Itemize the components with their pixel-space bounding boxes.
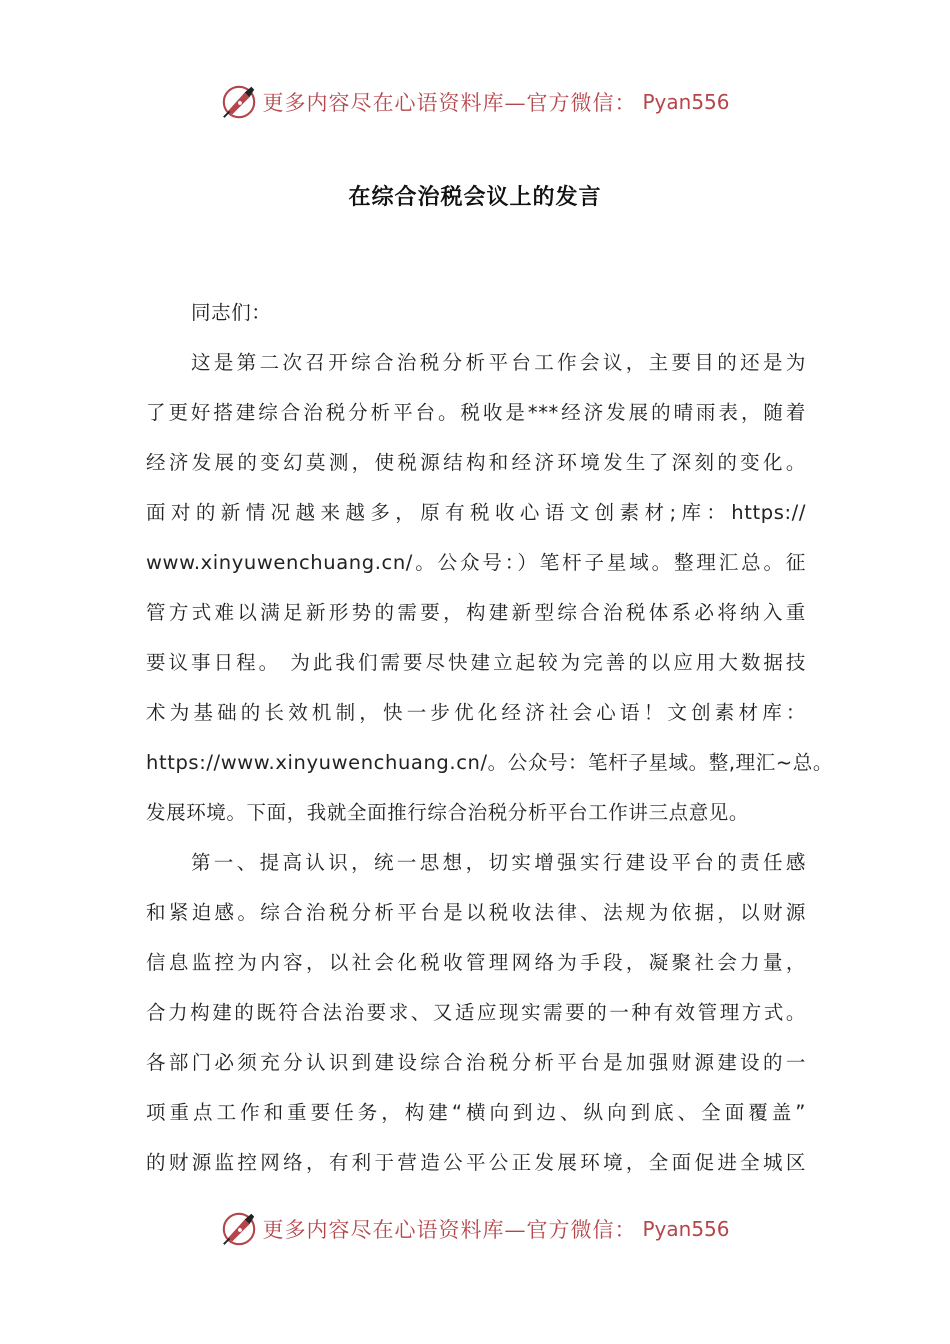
body-line: 术为基础的长效机制，快一步优化经济社会心语！文创素材库：	[146, 701, 806, 724]
salutation: 同志们：	[191, 301, 272, 324]
body-line: 发展环境。下面，我就全面推行综合治税分析平台工作讲三点意见。	[146, 801, 750, 824]
body-line: 要议事日程。 为此我们需要尽快建立起较为完善的以应用大数据技	[146, 651, 806, 674]
banner-wechat-id: Pyan556	[642, 90, 730, 114]
body-line: 合力构建的既符合法治要求、又适应现实需要的一种有效管理方式。	[146, 1001, 806, 1024]
header-banner	[0, 80, 950, 124]
body-line: 项重点工作和重要任务，构建“横向到边、纵向到底、全面覆盖”	[146, 1101, 806, 1124]
body-line: https://www.xinyuwenchuang.cn/。公众号：笔杆子星域。整,理汇~总。	[146, 751, 833, 774]
body-line: 这是第二次召开综合治税分析平台工作会议，主要目的还是为	[191, 351, 806, 374]
body-line: 各部门必须充分认识到建设综合治税分析平台是加强财源建设的一	[146, 1051, 806, 1074]
body-line: 第一、提高认识，统一思想，切实增强实行建设平台的责任感	[191, 851, 806, 874]
footer-banner	[0, 1207, 950, 1251]
body-line: 的财源监控网络，有利于营造公平公正发展环境，全面促进全城区	[146, 1151, 806, 1174]
body-line: 和紧迫感。综合治税分析平台是以税收法律、法规为依据，以财源	[146, 901, 806, 924]
body-line: www.xinyuwenchuang.cn/。公众号：）笔杆子星域。整理汇总。征	[146, 551, 806, 574]
body-line: 管方式难以满足新形势的需要，构建新型综合治税体系必将纳入重	[146, 601, 806, 624]
document-body	[146, 288, 833, 1188]
pen-nib-logo-icon	[220, 83, 258, 121]
body-line: 经济发展的变幻莫测，使税源结构和经济环境发生了深刻的变化。	[146, 451, 806, 474]
pen-nib-logo-icon	[220, 1210, 258, 1248]
banner-text: 更多内容尽在心语资料库—官方微信：	[262, 1218, 637, 1242]
body-line: 面对的新情况越来越多，原有税收心语文创素材;库：https://	[146, 501, 806, 524]
body-line: 了更好搭建综合治税分析平台。税收是***经济发展的晴雨表，随着	[146, 401, 806, 424]
body-line: 信息监控为内容，以社会化税收管理网络为手段，凝聚社会力量，	[146, 951, 806, 974]
banner-wechat-id: Pyan556	[642, 1217, 730, 1241]
banner-text: 更多内容尽在心语资料库—官方微信：	[262, 91, 637, 115]
document-title: 在综合治税会议上的发言	[348, 185, 602, 210]
